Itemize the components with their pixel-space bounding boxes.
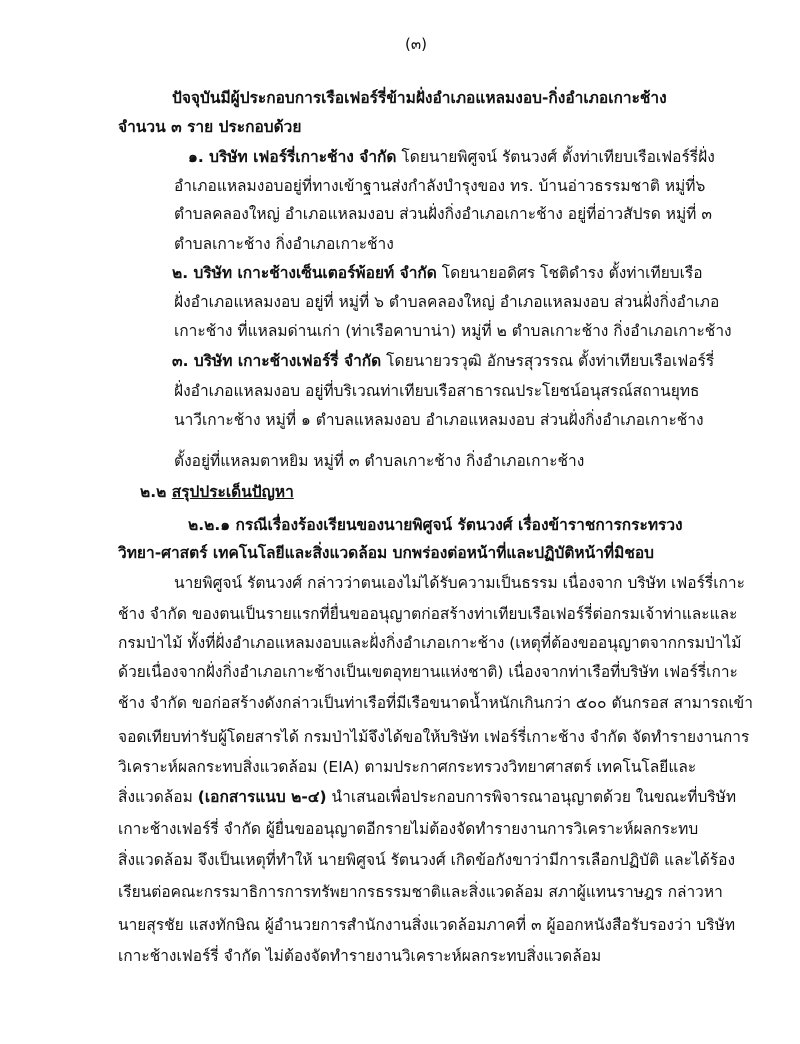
- operator-name: ๒. บริษัท เกาะช้างเซ็นเตอร์พ้อยท์ จำกัด: [172, 264, 437, 282]
- body-line: เกาะช้างเฟอร์รี่ จำกัด ผู้ยื่นขออนุญาตอีกรายไม่ต้องจัดทำรายงานการวิเคราะห์ผลกระทบ: [118, 820, 699, 838]
- intro-line: ปัจจุบันมีผู้ประกอบการเรือเฟอร์รี่ข้ามฝั่งอำเภอแหลมงอบ-กิ่งอำเภอเกาะช้าง: [172, 89, 667, 107]
- body-line: เกาะช้างเฟอร์รี่ จำกัด ไม่ต้องจัดทำรายงานวิเคราะห์ผลกระทบสิ่งแวดล้อม: [118, 947, 602, 965]
- operator-2-line: เกาะช้าง ที่แหลมด่านเก่า (ท่าเรือคาบาน่า) หมู่ที่ ๒ ตำบลเกาะช้าง กิ่งอำเภอเกาะช้าง: [174, 322, 732, 340]
- section-heading: [140, 482, 294, 502]
- operator-2-line: ฝั่งอำเภอแหลมงอบ อยู่ที่ หมู่ที่ ๖ ตำบลคลองใหญ่ อำเภอแหลมงอบ ส่วนฝั่งกิ่งอำเภอ: [174, 293, 720, 311]
- attachment-reference: (เอกสารแนบ ๒-๔): [197, 788, 327, 806]
- operator-3-line: ฝั่งอำเภอแหลมงอบ อยู่ที่บริเวณท่าเทียบเรือสาธารณประโยชน์อนุสรณ์สถานยุทธ: [174, 382, 700, 400]
- body-line: นายสุรชัย แสงทักษิณ ผู้อำนวยการสำนักงานสิ่งแวดล้อมภาคที่ ๓ ผู้ออกหนังสือรับรองว่า บริษัท: [118, 916, 736, 934]
- operator-name: ๓. บริษัท เกาะช้างเฟอร์รี่ จำกัด: [172, 352, 382, 370]
- operator-1-line: ตำบลคลองใหญ่ อำเภอแหลมงอบ ส่วนฝั่งกิ่งอำเภอเกาะช้าง อยู่ที่อ่าวสัปรด หมู่ที่ ๓: [174, 205, 712, 223]
- body-line: [118, 787, 736, 807]
- body-line: สิ่งแวดล้อม จึงเป็นเหตุที่ทำให้ นายพิศูจน์ รัตนวงศ์ เกิดข้อกังขาว่ามีการเลือกปฏิบัติ และได้ร้อง: [118, 851, 736, 869]
- body-line: จอดเทียบท่ารับผู้โดยสารได้ กรมป่าไม้จึงได้ขอให้บริษัท เฟอร์รี่เกาะช้าง จำกัด จัดทำรายงานการ: [118, 728, 750, 746]
- body-line: เรียนต่อคณะกรรมาธิการการทรัพยากรธรรมชาติและสิ่งแวดล้อม สภาผู้แทนราษฎร กล่าวหา: [118, 883, 723, 901]
- subsection-heading: วิทยา-ศาสตร์ เทคโนโลยีและสิ่งแวดล้อม บกพร่องต่อหน้าที่และปฏิบัติหน้าที่มิชอบ: [118, 544, 654, 562]
- operator-3-line: ตั้งอยู่ที่แหลมตาหยิม หมู่ที่ ๓ ตำบลเกาะช้าง กิ่งอำเภอเกาะช้าง: [174, 452, 585, 470]
- operator-detail: โดยนายพิศูจน์ รัตนวงศ์ ตั้งท่าเทียบเรือเฟอร์รี่ฝั่ง: [396, 148, 715, 166]
- body-line: ช้าง จำกัด ขอก่อสร้างดังกล่าวเป็นท่าเรือที่มีเรือขนาดน้ำหนักเกินกว่า ๕๐๐ ตันกรอส สามารถเข้า: [118, 694, 753, 712]
- operator-2-line: [172, 263, 703, 283]
- body-text: สิ่งแวดล้อม: [118, 788, 198, 806]
- operator-1-line: อำเภอแหลมงอบอยู่ที่ทางเข้าฐานส่งกำลังบำรุงของ ทร. บ้านอ่าวธรรมชาติ หมู่ที่๖: [174, 177, 706, 195]
- body-line: กรมป่าไม้ ทั้งที่ฝั่งอำเภอแหลมงอบและฝั่งกิ่งอำเภอเกาะช้าง (เหตุที่ต้องขออนุญาตจากกรมป่าไม้: [118, 634, 742, 652]
- intro-line: จำนวน ๓ ราย ประกอบด้วย: [118, 118, 302, 136]
- operator-name: ๑. บริษัท เฟอร์รี่เกาะช้าง จำกัด: [188, 148, 397, 166]
- operator-detail: โดยนายวรวุฒิ อักษรสุวรรณ ตั้งท่าเทียบเรือเฟอร์รี่: [381, 352, 715, 370]
- operator-1-line: [188, 147, 715, 167]
- section-number: ๒.๒: [140, 483, 172, 501]
- operator-3-line: [172, 351, 714, 371]
- section-title: สรุปประเด็นปัญหา: [171, 483, 294, 501]
- operator-1-line: ตำบลเกาะช้าง กิ่งอำเภอเกาะช้าง: [174, 235, 394, 253]
- operator-detail: โดยนายอดิศร โชติดำรง ตั้งท่าเทียบเรือ: [436, 264, 703, 282]
- body-line: วิเคราะห์ผลกระทบสิ่งแวดล้อม (EIA) ตามประกาศกระทรวงวิทยาศาสตร์ เทคโนโลยีและ: [118, 758, 697, 776]
- operator-3-line: นาวีเกาะช้าง หมู่ที่ ๑ ตำบลแหลมงอบ อำเภอแหลมงอบ ส่วนฝั่งกิ่งอำเภอเกาะช้าง: [174, 411, 704, 429]
- page-number: (๓): [405, 35, 427, 53]
- body-line: นายพิศูจน์ รัตนวงศ์ กล่าวว่าตนเองไม่ได้รับความเป็นธรรม เนื่องจาก บริษัท เฟอร์รี่เกาะ: [174, 574, 745, 592]
- body-line: ด้วยเนื่องจากฝั่งกิ่งอำเภอเกาะช้างเป็นเขตอุทยานแห่งชาติ) เนื่องจากท่าเรือที่บริษัท เฟอร์รี่เกาะ: [118, 663, 738, 681]
- body-line: ช้าง จำกัด ของตนเป็นรายแรกที่ยื่นขออนุญาตก่อสร้างท่าเทียบเรือเฟอร์รี่ต่อกรมเจ้าท่าและและ: [118, 605, 738, 623]
- subsection-heading: ๒.๒.๑ กรณีเรื่องร้องเรียนของนายพิศูจน์ รัตนวงศ์ เรื่องข้าราชการกระทรวง: [188, 516, 683, 534]
- body-text: นำเสนอเพื่อประกอบการพิจารณาอนุญาตด้วย ในขณะที่บริษัท: [326, 788, 737, 806]
